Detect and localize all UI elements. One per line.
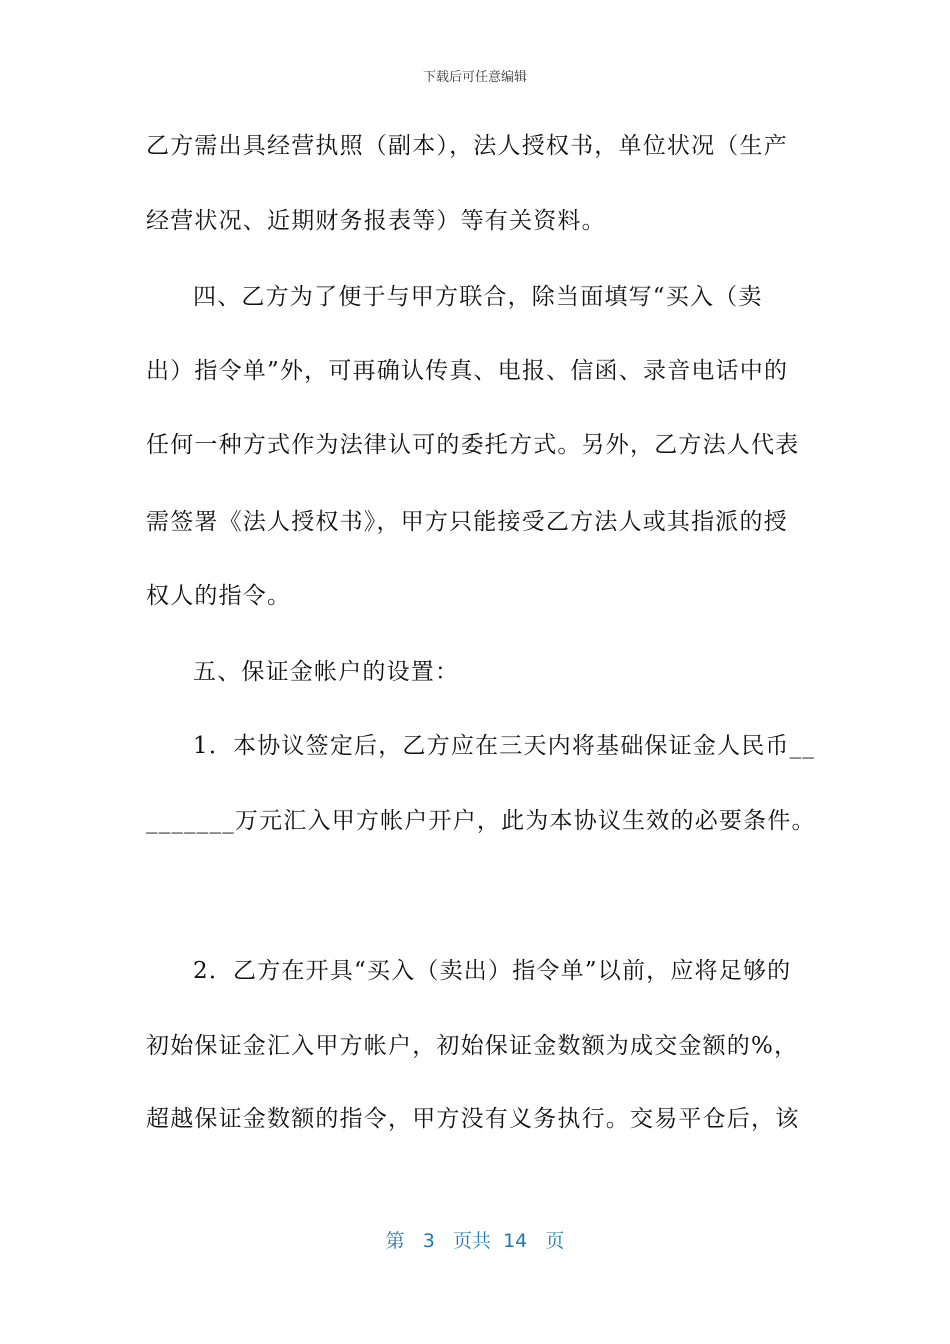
- page-footer: [0, 1226, 950, 1253]
- header-note: 下载后可任意编辑: [422, 70, 527, 85]
- section-heading: 五、保证金帐户的设置：: [193, 659, 460, 685]
- paragraph-line: 1．本协议签定后，乙方应在三天内将基础保证金人民币__: [193, 733, 816, 759]
- paragraph-line: 出）指令单”外，可再确认传真、电报、信函、录音电话中的: [146, 358, 789, 384]
- paragraph-line: 乙方需出具经营执照（副本），法人授权书，单位状况（生产: [146, 133, 788, 159]
- footer-current-page: 3: [422, 1230, 435, 1252]
- paragraph-line: 经营状况、近期财务报表等）等有关资料。: [146, 208, 606, 234]
- paragraph-line: _______万元汇入甲方帐户开户，此为本协议生效的必要条件。: [146, 808, 816, 834]
- footer-middle: 页共: [452, 1230, 491, 1252]
- paragraph-line: 2．乙方在开具“买入（卖出）指令单”以前，应将足够的: [193, 958, 792, 984]
- paragraph-line: 四、乙方为了便于与甲方联合，除当面填写“买入（卖: [193, 284, 763, 310]
- footer-prefix: 第: [385, 1230, 405, 1252]
- paragraph-line: 超越保证金数额的指令，甲方没有义务执行。交易平仓后，该: [146, 1106, 800, 1132]
- paragraph-line: 初始保证金汇入甲方帐户，初始保证金数额为成交金额的%，: [146, 1033, 799, 1059]
- footer-total-pages: 14: [503, 1230, 528, 1252]
- paragraph-line: 需签署《法人授权书》，甲方只能接受乙方法人或其指派的授: [146, 509, 788, 535]
- paragraph-line: 权人的指令。: [146, 583, 292, 609]
- paragraph-line: 任何一种方式作为法律认可的委托方式。另外，乙方法人代表: [146, 432, 800, 458]
- footer-suffix: 页: [545, 1230, 565, 1252]
